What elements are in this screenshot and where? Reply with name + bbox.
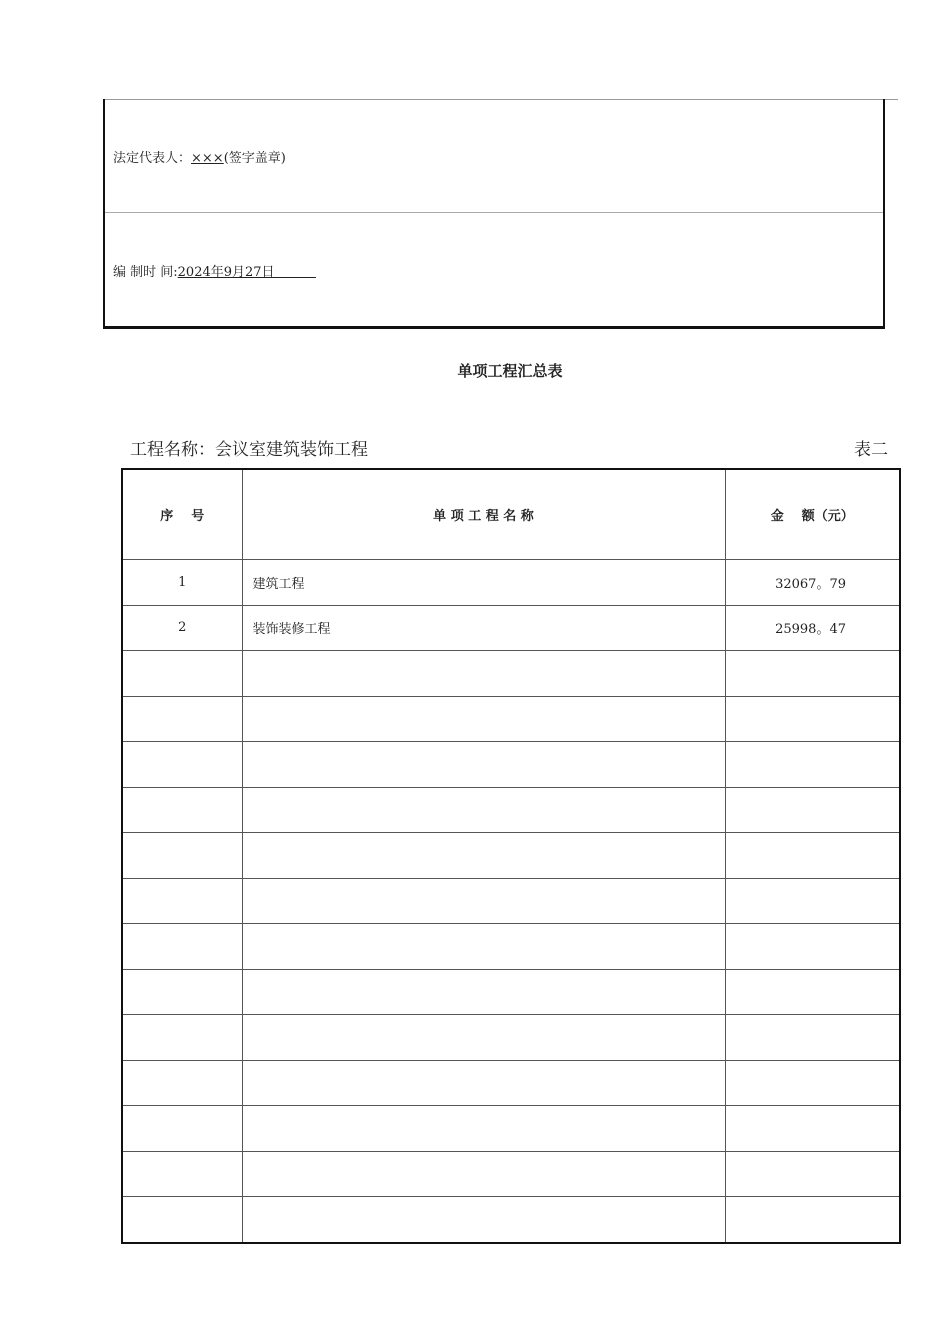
row-item-name: 建筑工程 [242, 560, 725, 606]
table-row [122, 605, 900, 651]
row-amount [725, 787, 900, 833]
row-index [122, 833, 242, 879]
row-item-name [242, 651, 725, 697]
table-row [122, 878, 900, 924]
table-row [122, 787, 900, 833]
row-item-name [242, 969, 725, 1015]
row-amount [725, 924, 900, 970]
prep-time-value: 2024年9月27日 [177, 265, 275, 280]
row-index [122, 878, 242, 924]
header-item-name: 单 项 工 程 名 称 [242, 469, 725, 560]
row-index [122, 1197, 242, 1243]
table-row [122, 560, 900, 606]
row-amount [725, 878, 900, 924]
legal-rep-label: 法定代表人： [113, 151, 192, 166]
row-index [122, 1151, 242, 1197]
table-row [122, 1015, 900, 1061]
row-item-name [242, 833, 725, 879]
row-item-name [242, 742, 725, 788]
row-index [122, 1106, 242, 1152]
row-item-name [242, 1015, 725, 1061]
row-amount [725, 1106, 900, 1152]
row-item-name [242, 1197, 725, 1243]
row-amount: 25998。47 [725, 605, 900, 651]
row-amount [725, 696, 900, 742]
row-amount [725, 969, 900, 1015]
header-index: 序 号 [122, 469, 242, 560]
row-item-name [242, 1106, 725, 1152]
row-index [122, 696, 242, 742]
project-name: 工程名称：会议室建筑装饰工程 [130, 440, 368, 460]
row-index [122, 1015, 242, 1061]
signature-box [103, 99, 885, 329]
legal-rep-value: ××× [191, 151, 224, 166]
row-amount [725, 1015, 900, 1061]
preparation-time-row [105, 213, 883, 326]
table-row [122, 833, 900, 879]
row-index [122, 651, 242, 697]
row-item-name [242, 924, 725, 970]
table-header-row [122, 469, 900, 560]
legal-rep-note: (签字盖章) [223, 151, 286, 166]
row-item-name [242, 878, 725, 924]
row-index [122, 1060, 242, 1106]
table-row [122, 924, 900, 970]
legal-representative-row [105, 99, 883, 213]
table-row [122, 1106, 900, 1152]
row-amount [725, 1151, 900, 1197]
row-amount [725, 1197, 900, 1243]
header-amount: 金 额（元） [725, 469, 900, 560]
row-item-name [242, 1151, 725, 1197]
row-index: 1 [122, 560, 242, 606]
row-index [122, 924, 242, 970]
row-item-name: 装饰装修工程 [242, 605, 725, 651]
row-index [122, 742, 242, 788]
row-amount [725, 651, 900, 697]
table-row [122, 651, 900, 697]
row-index: 2 [122, 605, 242, 651]
table-row [122, 1197, 900, 1243]
row-amount [725, 833, 900, 879]
summary-table [121, 468, 901, 1244]
row-amount [725, 742, 900, 788]
row-amount [725, 1060, 900, 1106]
row-index [122, 787, 242, 833]
table-number: 表二 [854, 440, 888, 460]
sheet-title: 单项工程汇总表 [457, 362, 563, 380]
row-item-name [242, 1060, 725, 1106]
table-row [122, 1151, 900, 1197]
table-row [122, 969, 900, 1015]
row-amount: 32067。79 [725, 560, 900, 606]
table-row [122, 1060, 900, 1106]
table-row [122, 742, 900, 788]
row-index [122, 969, 242, 1015]
row-item-name [242, 787, 725, 833]
table-row [122, 696, 900, 742]
prep-time-label: 编 制时 间: [113, 265, 178, 280]
row-item-name [242, 696, 725, 742]
